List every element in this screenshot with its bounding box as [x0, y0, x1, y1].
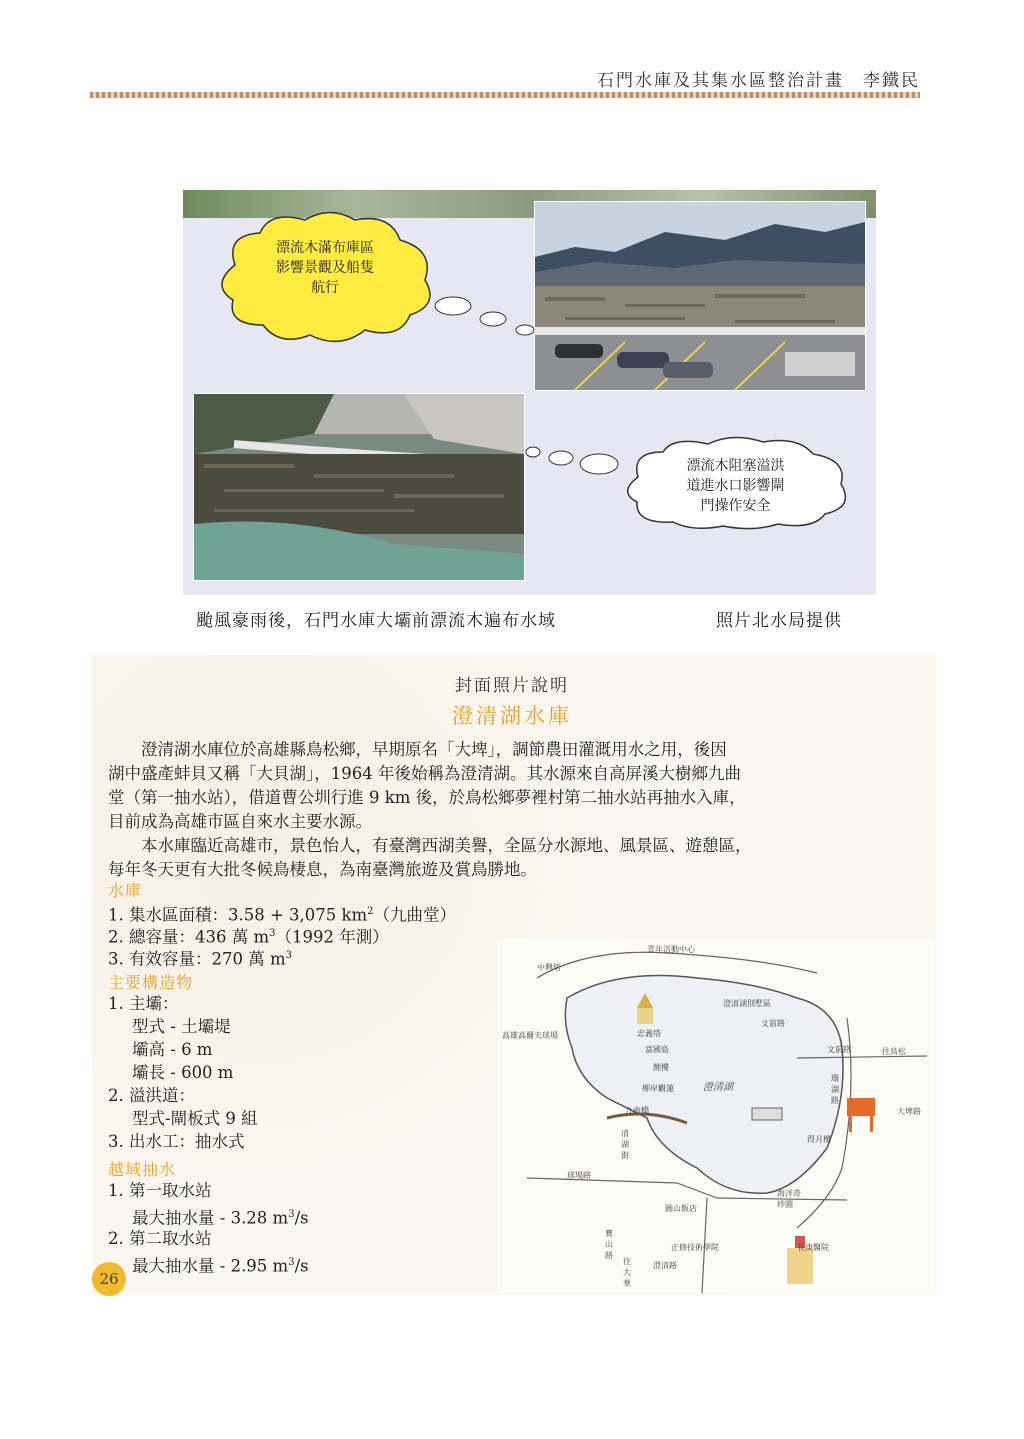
- bubble-1-line: 影響景觀及船隻: [276, 260, 374, 276]
- bubble-2-line: 門操作安全: [700, 498, 771, 514]
- paragraph-line: 目前成為高雄市區自來水主要水源。: [108, 812, 372, 831]
- structure-line: 壩長 - 600 m: [132, 1063, 234, 1082]
- unit-suffix: /s: [294, 1208, 309, 1228]
- photo-figure: [183, 190, 876, 595]
- superscript: 3: [285, 950, 292, 961]
- map-label: 文前路: [827, 1045, 851, 1054]
- map-label: 得月樓: [807, 1135, 831, 1144]
- boat-icon: [752, 1108, 782, 1120]
- map-label: 往大華: [623, 1257, 631, 1288]
- chengcing-lake-map: [497, 938, 935, 1293]
- map-label: 長庚醫院: [797, 1243, 829, 1252]
- paragraph-line: 澄清湖水庫位於高雄縣鳥松鄉，早期原名「大埤」，調節農田灌溉用水之用，後因: [141, 740, 727, 759]
- map-label: 球場路: [567, 1171, 591, 1180]
- lake-name-label: 澄清湖: [703, 1082, 733, 1093]
- map-label: 寶山路: [605, 1229, 613, 1260]
- figure-caption: 颱風豪雨後，石門水庫大壩前漂流木遍布水域: [196, 611, 556, 631]
- bubble-1-text: [255, 238, 395, 298]
- structure-line: 1. 主壩：: [108, 994, 179, 1013]
- map-label: 往鳥松: [882, 1047, 906, 1056]
- bubble-2-line: 漂流木阻塞溢洪: [686, 458, 785, 474]
- section-subtitle: 封面照片說明: [455, 676, 569, 696]
- map-label: 柳岸觀蓮: [642, 1084, 674, 1093]
- bubble-2-text: [653, 456, 818, 516]
- map-label: 正修技術學院: [671, 1243, 719, 1252]
- station-1-line: 1. 第一取水站: [108, 1181, 212, 1200]
- map-label: 文前路: [761, 1019, 785, 1028]
- unit-suffix: /s: [294, 1256, 309, 1276]
- map-label: 清湖街: [621, 1129, 629, 1160]
- station-2-flow-text: 最大抽水量 - 2.95 m: [132, 1256, 289, 1276]
- catchment-area-text: 1. 集水區面積：3.58 + 3,075 km: [108, 905, 368, 925]
- station-2-flow-line: [132, 1252, 309, 1278]
- structure-line: 3. 出水工：抽水式: [108, 1132, 245, 1151]
- station-2-line: 2. 第二取水站: [108, 1229, 212, 1248]
- superscript: 3: [288, 1209, 295, 1220]
- dam-aerial-photo: [193, 393, 525, 581]
- map-label: 澄清湖別墅區: [723, 999, 771, 1008]
- map-label: 忠義塔: [637, 1029, 661, 1038]
- structure-line: 型式-閘板式 9 組: [132, 1109, 258, 1128]
- paragraph-line: 堂（第一抽水站），借道曹公圳行進 9 km 後，於鳥松鄉夢裡村第二抽水站再抽水入庫，: [108, 788, 746, 807]
- station-1-flow-text: 最大抽水量 - 3.28 m: [132, 1208, 289, 1228]
- structure-line: 型式 - 土壩堤: [132, 1017, 231, 1036]
- pavilion-icon: [847, 1098, 875, 1132]
- intro-paragraph: [108, 738, 934, 882]
- bubble-2-line: 道進水口影響閘: [686, 478, 785, 494]
- station-1-flow-line: [132, 1204, 309, 1230]
- catchment-area-note: （九曲堂）: [373, 905, 457, 925]
- map-label: 中興塔: [537, 963, 561, 972]
- reservoir-heading: 水庫: [108, 881, 143, 900]
- paragraph-line: 湖中盛產蚌貝又稱「大貝湖」，1964 年後始稱為澄清湖。其水源來自高屏溪大樹鄉九曲: [108, 764, 741, 783]
- effective-capacity-text: 3. 有效容量：270 萬 m: [108, 949, 286, 969]
- map-label: 大埤路: [897, 1107, 921, 1116]
- paragraph-line: 本水庫臨近高雄市，景色怡人，有臺灣西湖美譽，全區分水源地、風景區、遊憩區，: [141, 836, 752, 855]
- map-label: 鯉樓: [653, 1063, 669, 1072]
- effective-capacity-line: [108, 945, 292, 971]
- transfer-heading: 越域抽水: [108, 1160, 177, 1179]
- bubble-1-line: 漂流木滿布庫區: [276, 240, 374, 256]
- total-capacity-note: （1992 年測）: [275, 927, 389, 947]
- superscript: 3: [288, 1257, 295, 1268]
- map-label: 高雄高爾夫球場: [502, 1031, 558, 1040]
- lake-illustration: [497, 938, 935, 1293]
- bubble-1-line: 航行: [311, 280, 339, 296]
- page-header: [90, 62, 920, 102]
- structures-heading: 主要構造物: [108, 973, 194, 992]
- figure-credit: 照片北水局提供: [716, 611, 842, 631]
- map-label: 青年活動中心: [647, 945, 695, 954]
- driftwood-reservoir-photo: [534, 201, 866, 391]
- bubble-2-tail: [523, 442, 623, 478]
- structure-line: 壩高 - 6 m: [132, 1040, 213, 1059]
- map-label: 海洋奇珍園: [777, 1189, 801, 1209]
- header-rule: [90, 92, 920, 98]
- paragraph-line: 每年冬天更有大批冬候鳥棲息，為南臺灣旅遊及賞鳥勝地。: [108, 860, 537, 879]
- bubble-1-tail: [433, 294, 543, 338]
- superscript: 3: [269, 928, 276, 939]
- header-title: 石門水庫及其集水區整治計畫 李鐵民: [597, 71, 920, 91]
- map-label: 環湖路: [831, 1074, 839, 1105]
- section-title: 澄清湖水庫: [452, 704, 572, 728]
- map-label: 九曲橋: [625, 1106, 649, 1115]
- map-label: 圓山飯店: [665, 1204, 697, 1213]
- structure-line: 2. 溢洪道：: [108, 1086, 195, 1105]
- total-capacity-text: 2. 總容量：436 萬 m: [108, 927, 270, 947]
- superscript: 2: [367, 906, 374, 917]
- page-number: 26: [92, 1262, 126, 1296]
- map-label: 澄清路: [653, 1261, 677, 1270]
- map-label: 富國島: [645, 1045, 669, 1054]
